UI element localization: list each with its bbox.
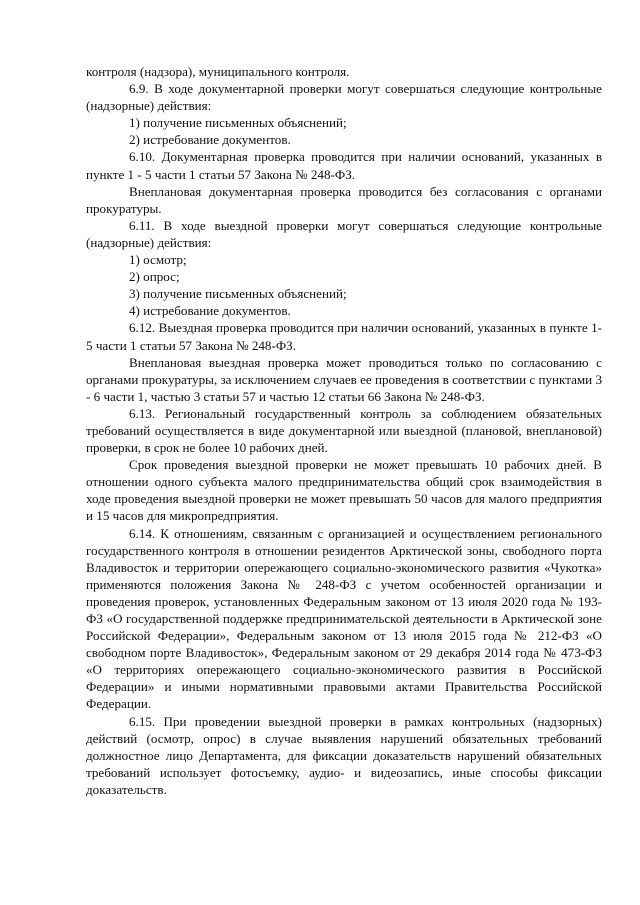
paragraph-6-14: 6.14. К отношениям, связанным с организацией и осуществлением регионального государственного контроля в отношении резидентов Арктической зоны, свободного порта Владивосток и территории опережающего социально-экономического развития «Чукотка» применяются положения Закона № 248-ФЗ с учетом особенностей организации и проведения проверок, установленных Федеральным законом от 13 июля 2020 года № 193-ФЗ «О государственной поддержке предпринимательской деятельности в Арктической зоне Российской Федерации», Федеральным законом от 13 июля 2015 года № 212-ФЗ «О свободном порте Владивосток», Федеральным законом от 29 декабря 2014 года № 473-ФЗ «О территориях опережающего социально-экономического развития в Российской Федерации» и иными нормативными правовыми актами Правительства Российской Федерации. [86,525,602,712]
paragraph-6-13: 6.13. Региональный государственный контроль за соблюдением обязательных требований осуществляется в виде документарной или выездной (плановой, внеплановой) проверки, в срок не более 10 рабочих дней. [86,405,602,456]
document-page [86,63,602,798]
paragraph-6-12: 6.12. Выездная проверка проводится при наличии оснований, указанных в пункте 1-5 части 1 статьи 57 Закона № 248-ФЗ. [86,320,602,353]
paragraph-unplanned-onsite: Внеплановая выездная проверка может проводиться только по согласованию с органами прокуратуры, за исключением случаев ее проведения в соответствии с пунктами 3 - 6 части 1, частью 3 статьи 57 и частью 12 статьи 66 Закона № 248-ФЗ. [86,354,602,404]
list-item: 3) получение письменных объяснений; [129,286,347,302]
list-item: 2) истребование документов. [129,132,291,148]
paragraph-6-10: 6.10. Документарная проверка проводится при наличии оснований, указанных в пункте 1 - 5 части 1 статьи 57 Закона № 248-ФЗ. [86,149,602,182]
paragraph-onsite-duration: Срок проведения выездной проверки не может превышать 10 рабочих дней. В отношении одного субъекта малого предпринимательства общий срок взаимодействия в ходе проведения выездной проверки не может превышать 50 часов для малого предприятия и 15 часов для микропредприятия. [86,457,602,524]
paragraph-6-9: 6.9. В ходе документарной проверки могут совершаться следующие контрольные (надзорные) действия: [86,81,602,114]
paragraph-6-11: 6.11. В ходе выездной проверки могут совершаться следующие контрольные (надзорные) действия: [86,217,602,250]
list-item: 1) осмотр; [129,252,187,268]
paragraph-6-15: 6.15. При проведении выездной проверки в рамках контрольных (надзорных) действий (осмотр, опрос) в случае выявления нарушений обязательных требований должностное лицо Департамента, для фиксации доказательств нарушений обязательных требований использует фотосъемку, аудио- и видеозапись, иные способы фиксации доказательств. [86,713,602,797]
list-item: 1) получение письменных объяснений; [129,115,347,131]
paragraph-continuation: контроля (надзора), муниципального контроля. [86,64,350,79]
list-item: 2) опрос; [129,269,180,285]
list-item: 4) истребование документов. [129,303,291,319]
paragraph-unplanned-documentary: Внеплановая документарная проверка проводится без согласования с органами прокуратуры. [86,183,602,216]
